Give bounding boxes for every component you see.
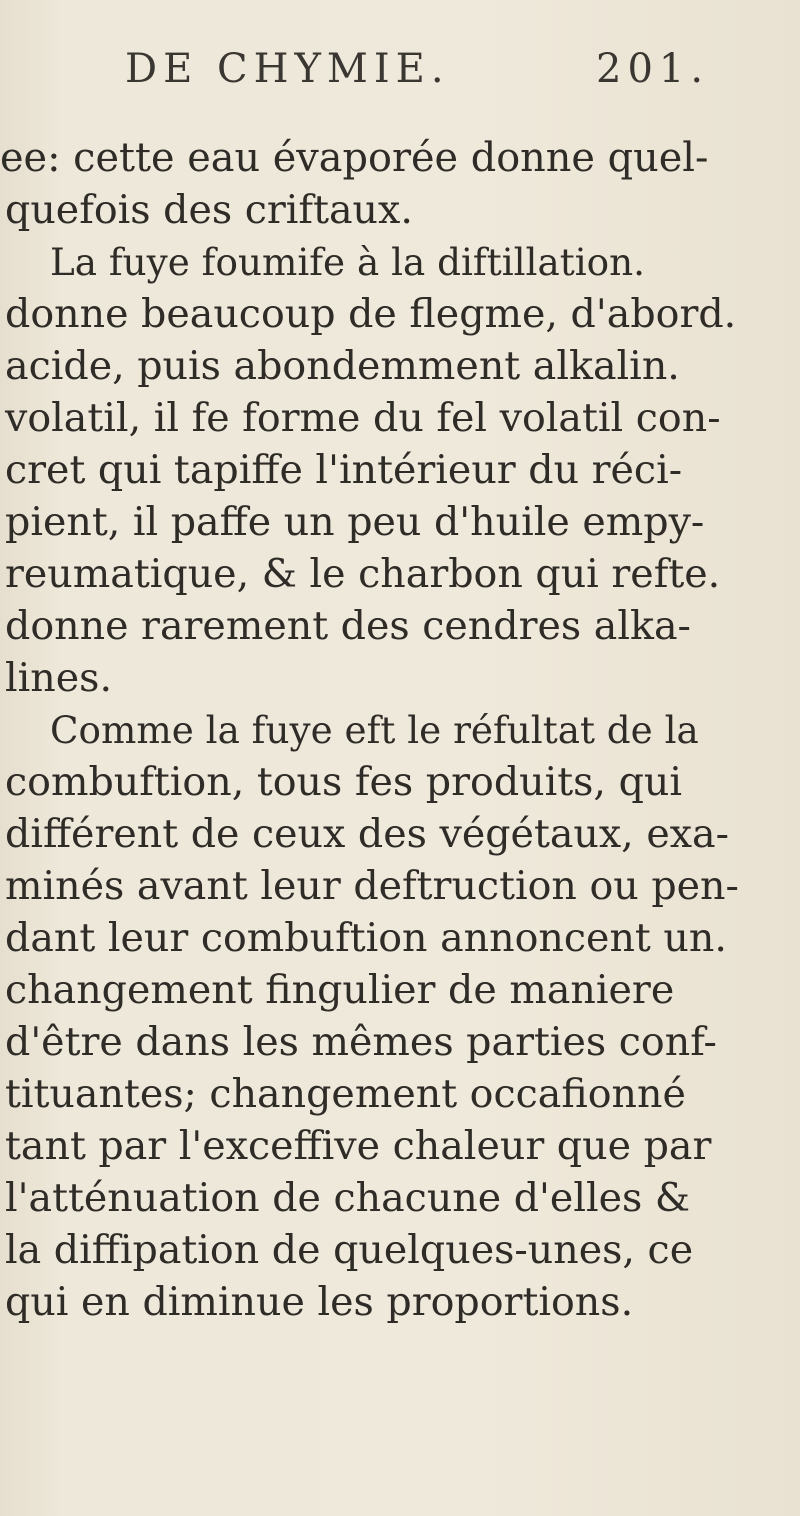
text-line: la diffipation de quelques-unes, ce [5, 1227, 694, 1273]
text-line: changement fingulier de maniere [5, 967, 675, 1013]
text-line: dant leur combuftion annoncent un. [5, 915, 727, 961]
text-line: lines. [5, 655, 113, 701]
page-header [0, 46, 800, 106]
text-line: différent de ceux des végétaux, exa- [5, 811, 729, 857]
text-line: donne beaucoup de flegme, d'abord. [5, 291, 737, 337]
text-line: volatil, il fe forme du fel volatil con- [5, 395, 721, 441]
text-line: La fuye foumife à la diftillation. [50, 240, 645, 284]
text-line: ee: cette eau évaporée donne quel- [0, 135, 709, 181]
text-line: l'atténuation de chacune d'elles & [5, 1175, 691, 1221]
text-line: acide, puis abondemment alkalin. [5, 343, 680, 389]
text-line: minés avant leur deftruction ou pen- [5, 863, 739, 909]
text-line: qui en diminue les proportions. [5, 1279, 634, 1325]
text-line: cret qui tapiffe l'intérieur du réci- [5, 447, 683, 493]
text-line: pient, il paffe un peu d'huile empy- [5, 499, 705, 545]
running-title: DE CHYMIE. [125, 46, 450, 92]
text-line: combuftion, tous fes produits, qui [5, 759, 683, 805]
page-number: 201. [596, 46, 710, 92]
text-line: quefois des criftaux. [5, 187, 413, 233]
text-line: reumatique, & le charbon qui refte. [5, 551, 721, 597]
text-line: tant par l'exceffive chaleur que par [5, 1123, 712, 1169]
text-line: Comme la fuye eft le réfultat de la [50, 708, 699, 752]
text-line: d'être dans les mêmes parties conf- [5, 1019, 717, 1065]
text-line: tituantes; changement occafionné [5, 1071, 686, 1117]
text-line: donne rarement des cendres alka- [5, 603, 691, 649]
